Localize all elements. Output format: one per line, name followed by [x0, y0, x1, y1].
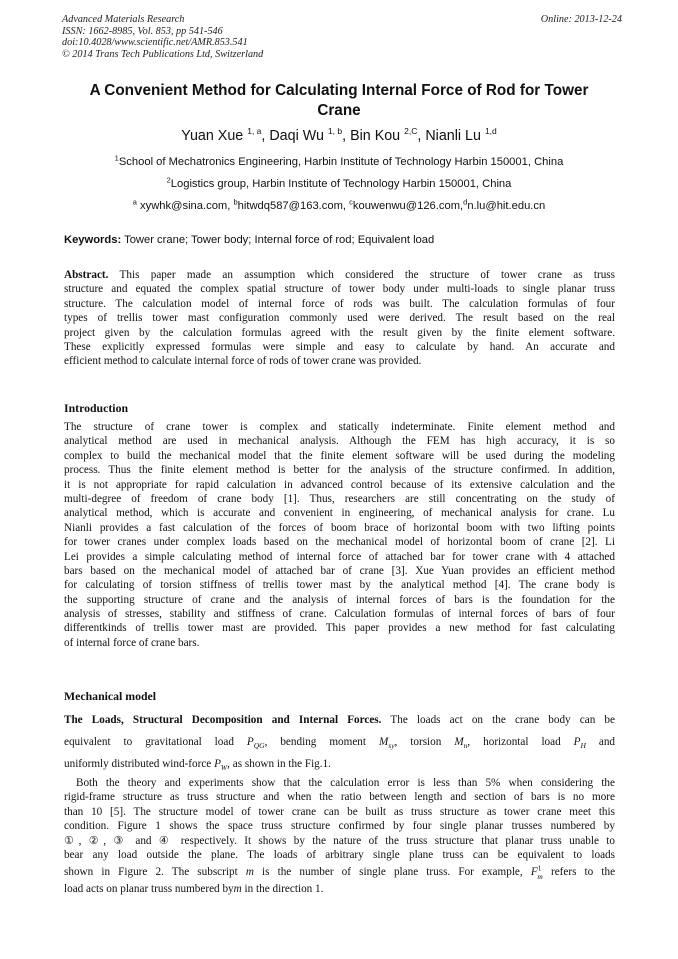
section-heading-mechanical-model: Mechanical model — [64, 689, 157, 703]
journal-info — [62, 14, 263, 60]
author-name: Daqi Wu — [269, 128, 324, 144]
author-emails — [64, 199, 614, 213]
paragraph-line: ①, ②, ③ and ④ respectively. It shows by the nature of the truss structure that planar truss unable to — [64, 834, 615, 847]
author-affiliation-mark: 1, b — [327, 126, 343, 137]
symbol-P: P — [246, 736, 254, 748]
symbol-subscript: n — [463, 741, 468, 751]
introduction-paragraph — [64, 420, 615, 650]
affiliation-2 — [64, 177, 614, 191]
symbol-subscript: m — [537, 871, 543, 881]
paragraph-line: than 10 [5]. The structure model of tower crane can be built as truss structure as tower crane meet this — [64, 805, 615, 818]
paragraph-line: The structure of crane tower is complex and statically indeterminate. Finite element method and — [64, 421, 615, 433]
affiliation-mark: 1 — [114, 153, 119, 163]
author-name: Bin Kou — [350, 128, 401, 144]
subsection-label: The Loads, Structural Decomposition and Internal Forces. — [64, 714, 382, 726]
loads-paragraph — [64, 709, 615, 775]
journal-name: Advanced Materials Research — [62, 14, 185, 25]
paragraph-line: bars based on the mechanical model of attached bar of crane [3]. Xue Yuan provides an efficient method — [64, 564, 615, 577]
author-separator: , — [342, 128, 351, 144]
paragraph-line: multi-degree of freedom of crane body [1]. Thus, researchers are still concentrating on the study of — [64, 492, 615, 505]
abstract — [64, 268, 615, 369]
paragraph-line: it is not appropriate for rapid calculation in advanced control because of its extensive calculation and the — [64, 478, 615, 491]
paragraph-line: bear any load outside the plane. The loads of arbitrary single plane truss can be equivalent to loads — [64, 848, 615, 861]
paragraph-line: load acts on planar truss numbered bym in the direction 1. — [64, 883, 324, 896]
paragraph-line: Both the theory and experiments show that the calculation error is less than 5% when considering the — [76, 777, 615, 789]
symbol-P: P — [214, 758, 221, 770]
affiliation-text: Logistics group, Harbin Institute of Technology Harbin 150001, China — [170, 178, 512, 190]
email-link[interactable]: kouwenwu@126.com, — [352, 200, 464, 212]
abstract-line: structure and equated the complex spatial structure of tower body under multi-loads to single planar truss — [64, 283, 615, 296]
author-affiliation-mark: 1, a — [247, 126, 262, 137]
symbol-M: M — [454, 736, 464, 748]
email-link[interactable]: n.lu@hit.edu.cn — [467, 200, 546, 212]
paragraph-line: the supporting structure of crane and the analysis of internal forces of bars is the foundation for the — [64, 593, 615, 606]
author-separator: , — [261, 128, 270, 144]
symbol-subscript: QG — [253, 741, 265, 751]
symbol-F: F — [530, 866, 538, 879]
paragraph-line: for tower cranes under complex loads based on the mechanical model of horizontal boom of crane [2]. Li — [64, 536, 615, 549]
keywords-text: Tower crane; Tower body; Internal force of rod; Equivalent load — [124, 234, 435, 246]
paragraph-line: The Loads, Structural Decomposition and Internal Forces. The loads act on the crane body can be — [64, 714, 615, 726]
email-mark: d — [463, 197, 468, 207]
paragraph-line: uniformly distributed wind-force $P_W$, as shown in the Fig.1. — [64, 758, 331, 773]
email-mark: a — [132, 197, 137, 207]
symbol-m: m — [245, 866, 254, 879]
abstract-line: project given by the calculation formulas agreed with the result given by the finite element software. — [64, 326, 615, 339]
abstract-label: Abstract. — [64, 269, 109, 281]
paragraph-line: for calculating of torsion stiffness of trellis tower mast by the analytical method [4]. The crane body is — [64, 579, 615, 592]
affiliation-text: School of Mechatronics Engineering, Harbin Institute of Technology Harbin 150001, China — [118, 156, 564, 168]
keywords-label: Keywords: — [64, 234, 122, 246]
abstract-line: types of trellis tower mast configuration commonly used were derived. The result based on the real — [64, 312, 615, 325]
abstract-line: efficient method to calculate internal force of rods of tower crane was provided. — [64, 355, 422, 368]
paragraph-line: shown in Figure 2. The subscript m is the number of single plane truss. For example, $F^1_m$ refers to the — [64, 863, 616, 881]
symbol-M: M — [378, 736, 389, 748]
paragraph-line: analytical method, which is accurate and convenient in engineering, of mechanical analysis for crane. Lu — [64, 507, 615, 520]
section-heading-introduction: Introduction — [64, 401, 129, 415]
paragraph-line: rigid-frame structure as truss structure and when the ratio between length and section of bars is no more — [64, 791, 615, 804]
paragraph-line: Nianli provides a fast calculation of the forces of boom brace of horizontal boom with two lifting points — [64, 521, 615, 534]
symbol-subscript: W — [220, 763, 228, 773]
journal-copyright: © 2014 Trans Tech Publications Ltd, Switzerland — [62, 48, 264, 60]
email-link[interactable]: hitwdq587@163.com, — [237, 200, 347, 212]
paper-title — [64, 81, 614, 121]
email-link[interactable]: xywhk@sina.com, — [140, 200, 231, 212]
author-name: Yuan Xue — [181, 128, 244, 144]
abstract-line: These explicitly expressed formulas were simple and easy to calculate by hand. An accurate and — [64, 340, 615, 353]
author-separator: , — [417, 128, 426, 144]
affiliation-mark: 2 — [166, 175, 171, 185]
title-line-2: Crane — [317, 102, 361, 119]
abstract-line: Abstract. This paper made an assumption which considered the structure of tower crane as truss — [64, 269, 615, 281]
author-list — [64, 126, 614, 146]
title-line-1: A Convenient Method for Calculating Internal Force of Rod for Tower — [89, 82, 589, 99]
symbol-subscript: H — [580, 741, 586, 751]
online-date: Online: 2013-12-24 — [540, 14, 622, 25]
paragraph-line: complex to build the mechanical model that the finite element software will be used during the modeling — [64, 449, 615, 462]
symbol-subscript: sy — [388, 741, 395, 751]
symbol-m: m — [233, 883, 242, 896]
paragraph-line: of internal force of crane bars. — [64, 636, 200, 649]
structure-paragraph — [64, 776, 615, 897]
paragraph-line: condition. Figure 1 shows the space truss structure confirmed by four single planar trusses numbered by — [64, 820, 615, 833]
abstract-line: structure. The calculation model of internal force of rods was built. The calculation formulas of four — [64, 297, 615, 310]
paragraph-line: analysis of stresses, stability and stiffness of crane. Calculation formulas of internal forces of bars of four — [64, 608, 615, 621]
journal-issn: ISSN: 1662-8985, Vol. 853, pp 541-546 — [62, 25, 223, 37]
email-mark: b — [233, 197, 238, 207]
paragraph-line: equivalent to gravitational load $P_{QG}$, bending moment $M_{sy}$, torsion $M_n$, horizontal load $P_H$ and — [64, 736, 616, 751]
journal-doi: doi:10.4028/www.scientific.net/AMR.853.541 — [62, 37, 248, 49]
author-affiliation-mark: 2,C — [404, 126, 418, 137]
affiliation-1 — [64, 155, 614, 169]
keywords — [64, 233, 616, 247]
paragraph-line: Lei provides a simple calculating method of internal force of attached bar for tower crane with 4 attached — [64, 550, 615, 563]
paragraph-line: differentkinds of trellis tower mast are provided. This paper provides a new method for fast calculating — [64, 622, 615, 635]
paragraph-line: analytical method are used in mechanical analysis. Although the FEM has high accuracy, it is so — [64, 435, 615, 448]
author-name: Nianli Lu — [425, 128, 481, 144]
email-mark: c — [349, 197, 353, 207]
paragraph-line: process. Thus the finite element method is better for the analysis of the structure confirmed. In addition, — [64, 464, 615, 477]
symbol-superscript: 1 — [537, 863, 542, 873]
symbol-P: P — [573, 736, 581, 748]
author-affiliation-mark: 1,d — [484, 126, 497, 137]
